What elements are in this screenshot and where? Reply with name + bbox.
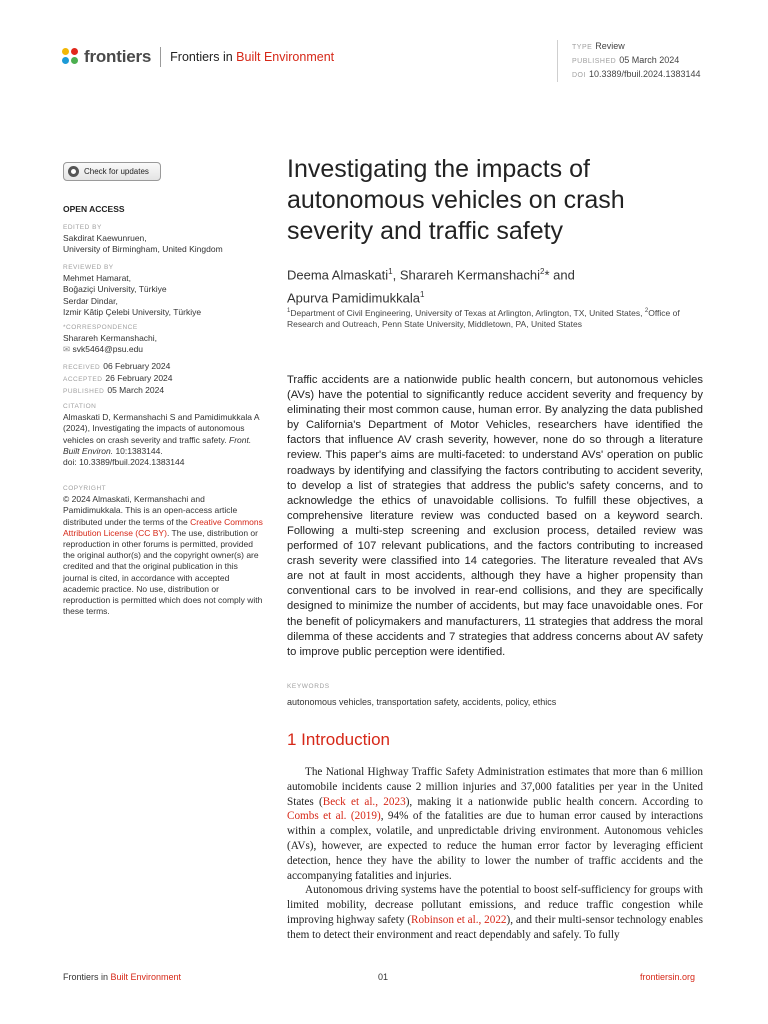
citation: CITATION Almaskati D, Kermanshachi S and Pamidimukkala A (2024), Investigating the impacts of autonomous vehicles on crash severity and traffic safety. Front. Built Environ. 10:1383144. doi: 10.3389/fbuil.2024.1383144 [63,401,263,468]
correspondence: *CORRESPONDENCE Sharareh Kermanshachi, ✉ svk5464@psu.edu [63,324,158,355]
paragraph: Autonomous driving systems have the potential to boost self-sufficiency for groups with limited mobility, decrease pollutant emissions, and reduce traffic congestion while improving highway safety (Robinson et al., 2022), and their multi-sensor technology enables them to detect their environment and react dependably and safely. To fully [287,884,703,941]
keywords: autonomous vehicles, transportation safety, accidents, policy, ethics [287,697,557,707]
check-for-updates-button[interactable]: Check for updates [63,162,161,181]
logo-divider [160,47,161,67]
dates: RECEIVED 06 February 2024 ACCEPTED 26 February 2024 PUBLISHED 05 March 2024 [63,361,173,396]
citation-link[interactable]: Beck et al., 2023 [322,795,406,808]
article-title: Investigating the impacts of autonomous vehicles on crash severity and traffic safety [287,155,625,245]
open-access-label: OPEN ACCESS [63,204,125,214]
page-number: 01 [378,972,389,982]
section-heading: 1 Introduction [287,730,391,749]
update-icon [68,166,79,177]
frontiers-logo-icon [62,48,80,66]
footer-journal[interactable]: Frontiers in Built Environment [63,972,182,982]
reviewed-by: REVIEWED BY Mehmet Hamarat, Boğaziçi University, Türkiye Serdar Dindar, Izmir Kâtip Çelebi University, Türkiye [63,264,202,317]
article-meta: TYPE Review PUBLISHED 05 March 2024 DOI 10.3389/fbuil.2024.1383144 [557,40,701,82]
author-3[interactable]: Apurva Pamidimukkala [287,290,420,306]
correspondence-email[interactable]: svk5464@psu.edu [72,344,144,355]
citation-doi[interactable]: doi: 10.3389/fbuil.2024.1383144 [63,457,185,468]
paragraph: The National Highway Traffic Safety Administration estimates that more than 6 million automobile incidents cause 2 million injuries and 37,000 fatalities per year in the United States (Beck et al., 2023), making it a nationwide public health concern. According to Combs et al. (2019), 94% of the fatalities are due to human error caused by interactions within a complex, volatile, and unpredictable driving environment. Autonomous vehicles (AVs), however, are expected to reduce the human error factor by leveraging efficient detection, hence they have the ability to lower the number of traffic accidents and the accompanying fatalities and injuries. [287,766,703,882]
author-1[interactable]: Deema Almaskati [287,267,389,283]
keywords-label: KEYWORDS [287,683,330,690]
doi-link[interactable]: 10.3389/fbuil.2024.1383144 [588,69,701,79]
journal-name[interactable]: Frontiers in Built Environment [170,50,335,64]
author-2[interactable]: Sharareh Kermanshachi [399,267,541,283]
abstract: Traffic accidents are a nationwide public health concern, but autonomous vehicles (AVs) have the potential to significantly reduce accident severity and frequency by eliminating their most common cause, human error. By analyzing the data published by California's Department of Motor Vehicles, researchers have identified the factors that influence AV crash severity, however, none do so through a literature review. This paper's aims are multi-faceted: to understand AVs' operation on public roadways by identifying and classifying the factors contributing to accident severity, to develop a list of strategies that address the public's safety concerns, and to acknowledge the ethics of unavoidable collisions. To fulfill these objectives, a comprehensive literature review was conducted based on a keyword search. Following a multi-step screening and exclusion process, detailed review was performed of 107 relevant publications, and the factors contributing to increased crash severity were classified into 14 categories. The literature revealed that AVs are not at fault in most accidents, although they have a higher propensity than conventional cars to be involved in rear-end collisions, and they are specifically designed to minimize the number of accidents, but may face unavoidable ones. For the benefit of policymakers and manufacturers, 11 strategies that address the moral dilemma of these accidents and 7 strategies that address concerns about AV safety to improve public perception were identified. [287,374,703,658]
edited-by: EDITED BY Sakdirat Kaewunruen, University of Birmingham, United Kingdom [63,224,223,255]
published-date: 05 March 2024 [619,55,680,65]
brand-name: frontiers [84,47,152,66]
citation-link[interactable]: Robinson et al., 2022 [411,913,507,926]
copyright: COPYRIGHT © 2024 Almaskati, Kermanshachi and Pamidimukkala. This is an open-access article distributed under the terms of the Creative Commons Attribution License (CC BY). The use, distribution or reproduction in other forums is permitted, provided the original author(s) and the copyright owner(s) are credited and that the original publication in this journal is cited, in accordance with accepted academic practice. No use, distribution or reproduction is permitted which does not comply with these terms. [63,485,263,617]
author-list: Deema Almaskati$^1$, Sharareh Kermanshachi$^2$* and Apurva Pamidimukkala$^1$ [287,267,575,306]
frontiers-logo[interactable] [62,47,334,67]
body-text [287,765,703,943]
footer-site-link[interactable]: frontiersin.org [640,972,696,982]
citation-link[interactable]: Combs et al. (2019) [287,810,381,823]
email-icon: ✉ [63,344,73,355]
cc-by-license-link[interactable]: Creative Commons Attribution License (CC BY) [63,516,263,538]
article-type: Review [595,41,625,51]
affiliations: $^1$Department of Civil Engineering, University of Texas at Arlington, Arlington, TX, United States, $^2$Office of Research and Outreach, Penn State University, Middletown, PA, United States [287,307,680,330]
